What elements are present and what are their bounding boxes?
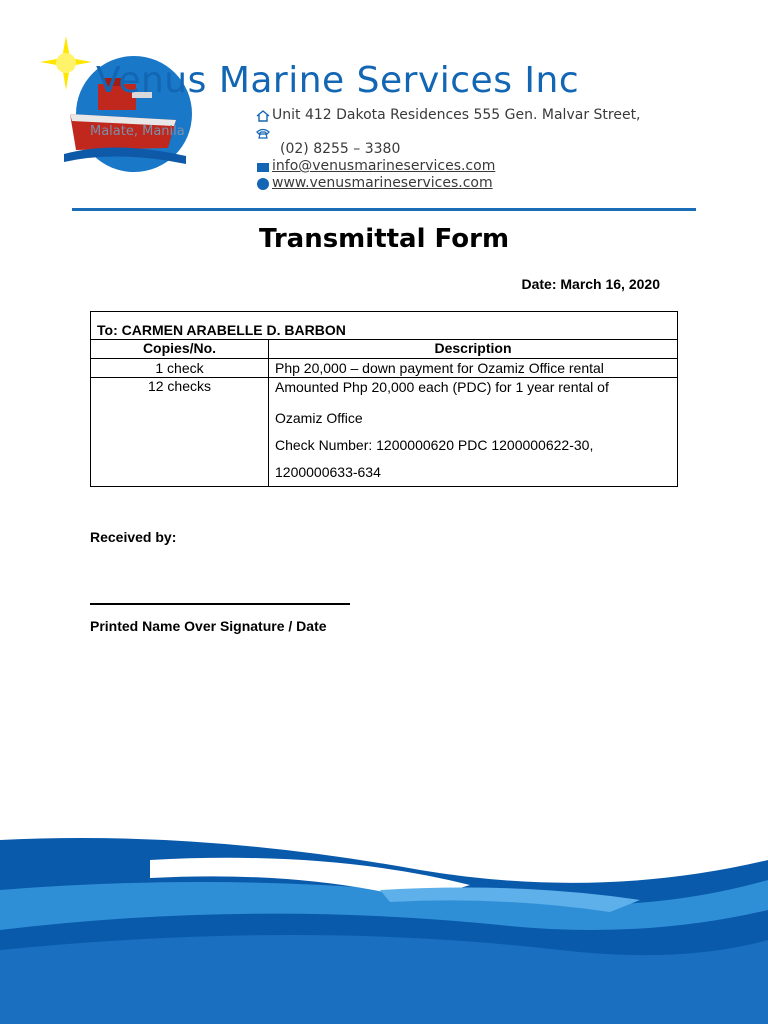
contact-block — [256, 107, 641, 192]
column-header-copies: Copies/No. — [91, 340, 269, 359]
address-text: Unit 412 Dakota Residences 555 Gen. Malvar Street, — [272, 107, 641, 123]
home-icon — [256, 109, 270, 123]
description-line: Check Number: 1200000620 PDC 1200000622-30, — [275, 437, 594, 453]
signature-label: Printed Name Over Signature / Date — [90, 618, 327, 634]
header-divider — [72, 208, 696, 211]
phone-text: (02) 8255 – 3380 — [280, 141, 401, 157]
phone-row — [256, 141, 641, 158]
received-by-label: Received by: — [90, 529, 177, 545]
recipient-cell: To: CARMEN ARABELLE D. BARBON — [91, 312, 678, 340]
copies-cell: 12 checks — [91, 378, 269, 487]
column-header-description: Description — [269, 340, 678, 359]
website-row — [256, 175, 641, 192]
description-line: Amounted Php 20,000 each (PDC) for 1 year rental of — [275, 379, 609, 395]
phone-icon-row — [256, 124, 641, 141]
signature-line — [90, 603, 350, 605]
email-row — [256, 158, 641, 175]
company-name: Venus Marine Services Inc — [96, 60, 580, 101]
email-icon — [256, 160, 270, 174]
transmittal-table — [90, 311, 678, 487]
address-row — [256, 107, 641, 124]
sun-icon — [40, 36, 92, 90]
recipient-row — [91, 312, 678, 340]
table-header-row — [91, 340, 678, 359]
globe-icon — [256, 177, 270, 191]
table-row — [91, 359, 678, 378]
telephone-icon — [256, 126, 270, 140]
email-link[interactable]: info@venusmarineservices.com — [272, 158, 496, 174]
website-link[interactable]: www.venusmarineservices.com — [272, 175, 493, 191]
copies-cell: 1 check — [91, 359, 269, 378]
footer-wave-graphic — [0, 830, 768, 1024]
description-cell — [269, 378, 678, 487]
description-line: 1200000633-634 — [275, 464, 381, 480]
form-title: Transmittal Form — [258, 224, 510, 254]
description-line: Ozamiz Office — [275, 410, 363, 426]
company-logo — [36, 28, 196, 178]
company-city: Malate, Manila — [90, 124, 185, 139]
form-date: Date: March 16, 2020 — [521, 276, 660, 292]
description-cell: Php 20,000 – down payment for Ozamiz Office rental — [269, 359, 678, 378]
table-row — [91, 378, 678, 487]
